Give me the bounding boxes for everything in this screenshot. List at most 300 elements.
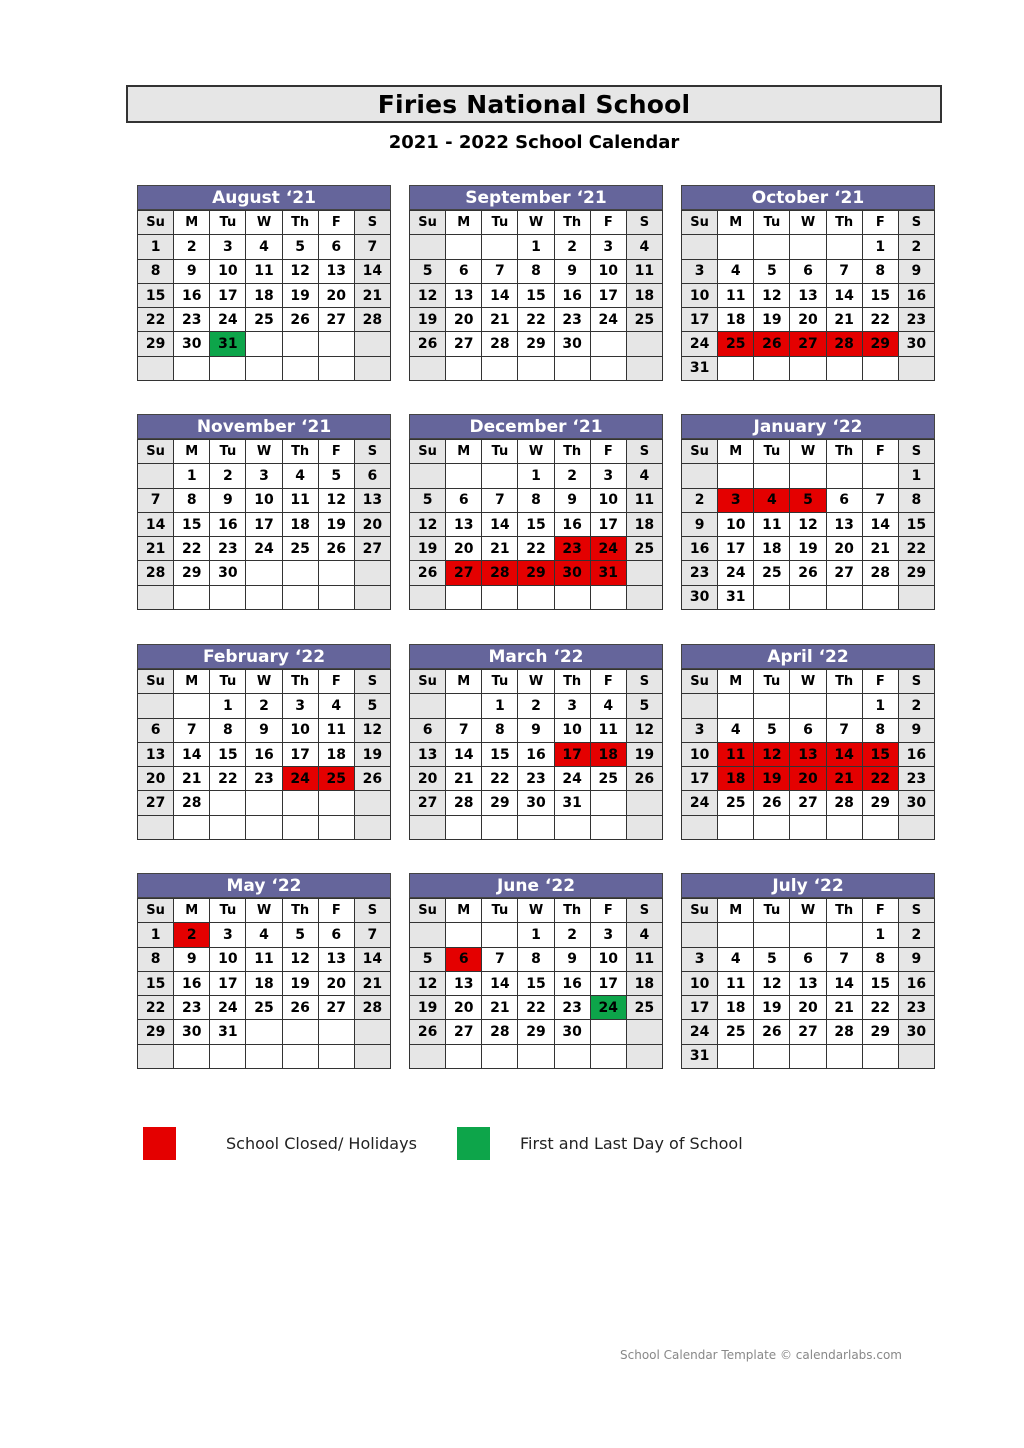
empty-cell — [210, 791, 246, 815]
day-cell: 7 — [446, 718, 482, 742]
weekday-header: M — [718, 899, 754, 923]
empty-cell — [718, 235, 754, 259]
day-cell: 26 — [282, 996, 318, 1020]
weekday-header: W — [790, 440, 826, 464]
empty-cell — [410, 1044, 446, 1068]
day-cell: 8 — [138, 259, 174, 283]
day-cell: 12 — [626, 718, 662, 742]
day-cell: 14 — [174, 742, 210, 766]
day-cell: 15 — [898, 512, 934, 536]
day-cell: 29 — [138, 1020, 174, 1044]
day-cell: 14 — [826, 742, 862, 766]
empty-cell — [138, 1044, 174, 1068]
day-cell: 6 — [138, 718, 174, 742]
month-grid — [409, 669, 663, 840]
day-cell: 4 — [626, 464, 662, 488]
day-cell: 13 — [446, 283, 482, 307]
day-cell: 10 — [682, 971, 718, 995]
weekday-header: M — [718, 670, 754, 694]
day-cell: 30 — [174, 1020, 210, 1044]
day-cell: 11 — [246, 947, 282, 971]
day-cell: 1 — [518, 235, 554, 259]
day-cell: 14 — [354, 947, 390, 971]
empty-cell — [410, 923, 446, 947]
day-cell: 16 — [210, 512, 246, 536]
empty-cell — [318, 356, 354, 380]
day-cell: 26 — [410, 561, 446, 585]
day-cell: 29 — [518, 561, 554, 585]
empty-cell — [518, 585, 554, 609]
day-cell: 28 — [826, 791, 862, 815]
day-cell: 22 — [210, 767, 246, 791]
day-cell: 12 — [318, 488, 354, 512]
month-grid — [137, 898, 391, 1069]
day-cell: 7 — [482, 947, 518, 971]
day-cell: 11 — [626, 488, 662, 512]
day-cell: 3 — [718, 488, 754, 512]
day-cell: 10 — [590, 488, 626, 512]
day-cell: 12 — [282, 947, 318, 971]
day-cell: 5 — [410, 259, 446, 283]
weekday-header: M — [174, 670, 210, 694]
month-calendar — [137, 414, 391, 610]
weekday-header: Tu — [210, 211, 246, 235]
day-cell: 7 — [174, 718, 210, 742]
day-cell: 20 — [410, 767, 446, 791]
empty-cell — [718, 815, 754, 839]
day-cell: 7 — [826, 947, 862, 971]
day-cell: 22 — [862, 767, 898, 791]
empty-cell — [862, 356, 898, 380]
day-cell: 20 — [138, 767, 174, 791]
weekday-header: F — [862, 899, 898, 923]
empty-cell — [626, 791, 662, 815]
day-cell: 30 — [210, 561, 246, 585]
day-cell: 2 — [554, 923, 590, 947]
day-cell: 15 — [210, 742, 246, 766]
day-cell: 17 — [682, 767, 718, 791]
day-cell: 28 — [482, 332, 518, 356]
empty-cell — [354, 791, 390, 815]
day-cell: 13 — [318, 947, 354, 971]
weekday-header: Su — [682, 899, 718, 923]
day-cell: 20 — [318, 971, 354, 995]
weekday-header: M — [446, 670, 482, 694]
day-cell: 30 — [174, 332, 210, 356]
weekday-header: Th — [826, 670, 862, 694]
day-cell: 13 — [826, 512, 862, 536]
day-cell: 17 — [210, 283, 246, 307]
empty-cell — [354, 1020, 390, 1044]
day-cell: 29 — [174, 561, 210, 585]
weekday-header: Tu — [482, 899, 518, 923]
day-cell: 3 — [210, 923, 246, 947]
empty-cell — [682, 815, 718, 839]
day-cell: 21 — [354, 283, 390, 307]
empty-cell — [282, 1044, 318, 1068]
empty-cell — [446, 815, 482, 839]
weekday-header: W — [246, 440, 282, 464]
weekday-header: Th — [282, 670, 318, 694]
month-title: March ‘22 — [409, 644, 663, 669]
legend-first-last-label: First and Last Day of School — [520, 1134, 743, 1153]
empty-cell — [174, 694, 210, 718]
empty-cell — [282, 332, 318, 356]
month-title: January ‘22 — [681, 414, 935, 439]
empty-cell — [718, 356, 754, 380]
day-cell: 8 — [862, 718, 898, 742]
empty-cell — [590, 1044, 626, 1068]
empty-cell — [410, 694, 446, 718]
weekday-header: Th — [554, 899, 590, 923]
day-cell: 29 — [482, 791, 518, 815]
day-cell: 4 — [754, 488, 790, 512]
day-cell: 17 — [590, 283, 626, 307]
day-cell: 4 — [246, 923, 282, 947]
day-cell: 15 — [482, 742, 518, 766]
empty-cell — [826, 815, 862, 839]
day-cell: 28 — [826, 1020, 862, 1044]
empty-cell — [482, 923, 518, 947]
day-cell: 27 — [138, 791, 174, 815]
empty-cell — [718, 923, 754, 947]
day-cell: 13 — [790, 742, 826, 766]
empty-cell — [138, 356, 174, 380]
weekday-header: W — [518, 899, 554, 923]
day-cell: 24 — [590, 308, 626, 332]
day-cell: 27 — [318, 308, 354, 332]
day-cell: 24 — [210, 996, 246, 1020]
empty-cell — [626, 332, 662, 356]
day-cell: 19 — [354, 742, 390, 766]
empty-cell — [318, 1020, 354, 1044]
empty-cell — [554, 585, 590, 609]
empty-cell — [862, 464, 898, 488]
day-cell: 31 — [210, 332, 246, 356]
month-grid — [137, 210, 391, 381]
empty-cell — [318, 791, 354, 815]
empty-cell — [174, 356, 210, 380]
day-cell: 30 — [518, 791, 554, 815]
day-cell: 7 — [482, 488, 518, 512]
day-cell: 24 — [718, 561, 754, 585]
empty-cell — [790, 585, 826, 609]
day-cell: 15 — [518, 971, 554, 995]
weekday-header: M — [174, 440, 210, 464]
day-cell: 28 — [354, 996, 390, 1020]
empty-cell — [446, 585, 482, 609]
day-cell: 18 — [246, 971, 282, 995]
day-cell: 20 — [446, 996, 482, 1020]
day-cell: 27 — [790, 1020, 826, 1044]
day-cell: 28 — [482, 561, 518, 585]
day-cell: 11 — [626, 259, 662, 283]
empty-cell — [410, 585, 446, 609]
month-grid — [409, 898, 663, 1069]
empty-cell — [682, 923, 718, 947]
empty-cell — [554, 815, 590, 839]
day-cell: 28 — [174, 791, 210, 815]
day-cell: 8 — [518, 259, 554, 283]
legend-closed — [143, 1127, 176, 1159]
day-cell: 12 — [282, 259, 318, 283]
empty-cell — [246, 1044, 282, 1068]
day-cell: 3 — [590, 235, 626, 259]
weekday-header: S — [898, 440, 934, 464]
day-cell: 3 — [210, 235, 246, 259]
weekday-header: Tu — [482, 211, 518, 235]
day-cell: 30 — [898, 332, 934, 356]
weekday-header: Tu — [754, 899, 790, 923]
weekday-header: S — [898, 670, 934, 694]
day-cell: 15 — [174, 512, 210, 536]
day-cell: 18 — [718, 996, 754, 1020]
day-cell: 2 — [554, 464, 590, 488]
empty-cell — [482, 585, 518, 609]
day-cell: 14 — [482, 283, 518, 307]
day-cell: 9 — [682, 512, 718, 536]
weekday-header: Tu — [482, 440, 518, 464]
day-cell: 4 — [590, 694, 626, 718]
day-cell: 9 — [898, 259, 934, 283]
day-cell: 6 — [410, 718, 446, 742]
day-cell: 4 — [246, 235, 282, 259]
day-cell: 3 — [590, 923, 626, 947]
day-cell: 21 — [826, 308, 862, 332]
month-calendar — [137, 185, 391, 381]
weekday-header: M — [446, 211, 482, 235]
day-cell: 26 — [282, 308, 318, 332]
empty-cell — [246, 791, 282, 815]
day-cell: 9 — [554, 259, 590, 283]
weekday-header: F — [590, 670, 626, 694]
day-cell: 18 — [718, 308, 754, 332]
day-cell: 25 — [282, 537, 318, 561]
day-cell: 19 — [754, 767, 790, 791]
month-title: August ‘21 — [137, 185, 391, 210]
empty-cell — [410, 356, 446, 380]
day-cell: 6 — [446, 947, 482, 971]
weekday-header: Th — [554, 440, 590, 464]
day-cell: 12 — [790, 512, 826, 536]
weekday-header: S — [354, 899, 390, 923]
day-cell: 6 — [318, 923, 354, 947]
day-cell: 19 — [410, 308, 446, 332]
weekday-header: F — [590, 899, 626, 923]
day-cell: 15 — [518, 283, 554, 307]
day-cell: 2 — [682, 488, 718, 512]
day-cell: 22 — [518, 996, 554, 1020]
day-cell: 29 — [138, 332, 174, 356]
empty-cell — [282, 356, 318, 380]
day-cell: 18 — [754, 537, 790, 561]
empty-cell — [518, 815, 554, 839]
day-cell: 22 — [482, 767, 518, 791]
day-cell: 7 — [138, 488, 174, 512]
weekday-header: Su — [138, 440, 174, 464]
day-cell: 20 — [790, 996, 826, 1020]
day-cell: 5 — [410, 488, 446, 512]
empty-cell — [446, 1044, 482, 1068]
empty-cell — [482, 1044, 518, 1068]
empty-cell — [246, 585, 282, 609]
empty-cell — [210, 585, 246, 609]
day-cell: 3 — [554, 694, 590, 718]
day-cell: 2 — [174, 235, 210, 259]
empty-cell — [754, 585, 790, 609]
day-cell: 22 — [138, 308, 174, 332]
weekday-header: Su — [138, 899, 174, 923]
month-grid — [681, 669, 935, 840]
day-cell: 18 — [282, 512, 318, 536]
day-cell: 29 — [862, 791, 898, 815]
day-cell: 18 — [626, 283, 662, 307]
day-cell: 7 — [354, 923, 390, 947]
empty-cell — [282, 1020, 318, 1044]
empty-cell — [590, 356, 626, 380]
weekday-header: Su — [682, 440, 718, 464]
empty-cell — [898, 585, 934, 609]
empty-cell — [554, 356, 590, 380]
day-cell: 30 — [554, 1020, 590, 1044]
day-cell: 21 — [446, 767, 482, 791]
day-cell: 12 — [754, 742, 790, 766]
month-title: November ‘21 — [137, 414, 391, 439]
day-cell: 6 — [318, 235, 354, 259]
month-title: December ‘21 — [409, 414, 663, 439]
day-cell: 3 — [682, 947, 718, 971]
empty-cell — [590, 585, 626, 609]
day-cell: 26 — [754, 1020, 790, 1044]
day-cell: 21 — [826, 767, 862, 791]
empty-cell — [626, 1044, 662, 1068]
empty-cell — [718, 464, 754, 488]
day-cell: 15 — [138, 283, 174, 307]
weekday-header: F — [318, 211, 354, 235]
day-cell: 6 — [354, 464, 390, 488]
day-cell: 6 — [790, 947, 826, 971]
empty-cell — [246, 1020, 282, 1044]
month-title: February ‘22 — [137, 644, 391, 669]
day-cell: 7 — [826, 259, 862, 283]
day-cell: 18 — [626, 512, 662, 536]
day-cell: 1 — [862, 694, 898, 718]
day-cell: 9 — [554, 947, 590, 971]
empty-cell — [282, 585, 318, 609]
empty-cell — [410, 464, 446, 488]
day-cell: 23 — [898, 308, 934, 332]
day-cell: 5 — [626, 694, 662, 718]
empty-cell — [590, 332, 626, 356]
weekday-header: Tu — [210, 670, 246, 694]
day-cell: 11 — [626, 947, 662, 971]
empty-cell — [754, 356, 790, 380]
day-cell: 20 — [790, 767, 826, 791]
day-cell: 29 — [518, 332, 554, 356]
day-cell: 25 — [754, 561, 790, 585]
day-cell: 22 — [174, 537, 210, 561]
day-cell: 9 — [898, 718, 934, 742]
day-cell: 24 — [554, 767, 590, 791]
empty-cell — [790, 235, 826, 259]
day-cell: 24 — [210, 308, 246, 332]
day-cell: 20 — [446, 308, 482, 332]
empty-cell — [590, 815, 626, 839]
day-cell: 11 — [282, 488, 318, 512]
day-cell: 22 — [518, 308, 554, 332]
weekday-header: Tu — [754, 211, 790, 235]
day-cell: 11 — [754, 512, 790, 536]
empty-cell — [410, 815, 446, 839]
day-cell: 17 — [210, 971, 246, 995]
day-cell: 2 — [898, 694, 934, 718]
day-cell: 13 — [138, 742, 174, 766]
day-cell: 16 — [554, 512, 590, 536]
empty-cell — [790, 815, 826, 839]
day-cell: 2 — [554, 235, 590, 259]
empty-cell — [318, 585, 354, 609]
month-title: May ‘22 — [137, 873, 391, 898]
day-cell: 18 — [718, 767, 754, 791]
day-cell: 23 — [682, 561, 718, 585]
day-cell: 12 — [754, 971, 790, 995]
empty-cell — [354, 1044, 390, 1068]
day-cell: 9 — [898, 947, 934, 971]
day-cell: 25 — [718, 1020, 754, 1044]
empty-cell — [826, 1044, 862, 1068]
day-cell: 10 — [210, 947, 246, 971]
day-cell: 12 — [410, 971, 446, 995]
first-last-swatch — [457, 1127, 490, 1160]
day-cell: 18 — [318, 742, 354, 766]
day-cell: 19 — [410, 537, 446, 561]
day-cell: 14 — [446, 742, 482, 766]
day-cell: 25 — [626, 308, 662, 332]
day-cell: 25 — [318, 767, 354, 791]
empty-cell — [682, 464, 718, 488]
day-cell: 8 — [898, 488, 934, 512]
empty-cell — [554, 1044, 590, 1068]
weekday-header: Su — [682, 211, 718, 235]
day-cell: 26 — [754, 332, 790, 356]
day-cell: 16 — [518, 742, 554, 766]
empty-cell — [446, 464, 482, 488]
legend-closed-label: School Closed/ Holidays — [226, 1134, 417, 1153]
day-cell: 11 — [246, 259, 282, 283]
day-cell: 10 — [210, 259, 246, 283]
day-cell: 10 — [682, 283, 718, 307]
day-cell: 13 — [410, 742, 446, 766]
weekday-header: Tu — [482, 670, 518, 694]
day-cell: 9 — [174, 259, 210, 283]
weekday-header: W — [246, 670, 282, 694]
day-cell: 13 — [446, 971, 482, 995]
empty-cell — [790, 356, 826, 380]
weekday-header: S — [626, 899, 662, 923]
month-calendar — [409, 644, 663, 840]
day-cell: 8 — [862, 259, 898, 283]
day-cell: 2 — [174, 923, 210, 947]
empty-cell — [898, 356, 934, 380]
weekday-header: Th — [554, 670, 590, 694]
day-cell: 24 — [282, 767, 318, 791]
day-cell: 5 — [410, 947, 446, 971]
empty-cell — [626, 561, 662, 585]
day-cell: 11 — [718, 742, 754, 766]
day-cell: 16 — [554, 971, 590, 995]
empty-cell — [282, 561, 318, 585]
day-cell: 29 — [862, 1020, 898, 1044]
